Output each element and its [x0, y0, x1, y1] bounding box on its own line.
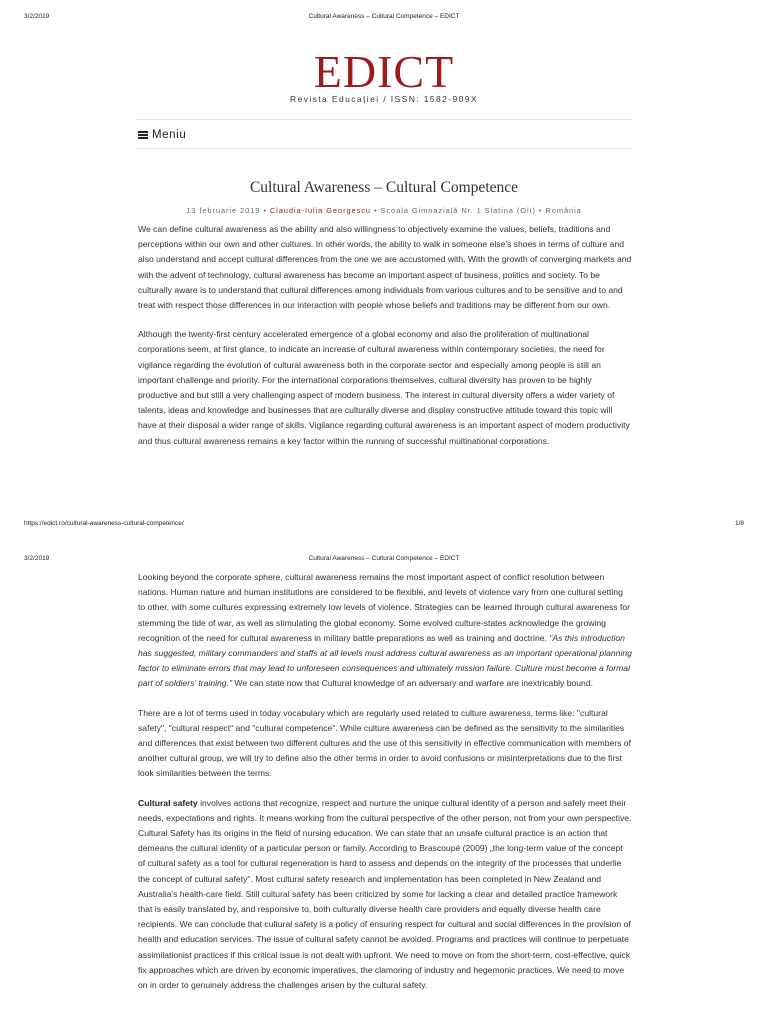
- article-title: Cultural Awareness – Cultural Competence: [249, 179, 519, 196]
- print-title: Cultural Awareness – Cultural Competence – EDICT: [308, 555, 460, 562]
- meta-separator: •: [373, 206, 378, 215]
- paragraph-text: involves actions that recognize, respect and nurture the unique cultural identity of a person and safely meet their needs, expectations and rights. It means working from the cultural perspective of the other person, not from your own perspective. Cultural Safety has its origins in the field of nursing education. We can state that an unsafe cultural practice is an action that demeans the cultural identity of a particular person or family. According to Brascoupé (2009) „the long-term value of the concept of cultural safety as a tool for cultural regeneration is hard to assess and depends on the integrity of the processes that underlie the concept of cultural safety". Most cultural safety research and implementation has been completed in New Zealand and Australia's health-care field. Still cultural safety has been criticized by some for lacking a clear and detailed practice framework that is easily translated by, and responsive to, both culturally diverse health care providers and equally diverse health care recipients. We can conclude that cultural safety is a policy of ensuring respect for cultural and social differences in the provision of health and education services. The issue of cultural safety cannot be avoided. Programs and practices will continue to perpetuate assimilationist practices if this critical issue is not dealt with upfront. We need to move on from the short-term, cost-effective, quick fix approaches which are driven by economic imperatives, the clamoring of industry and hegemonic practices. We need to move on in order to genuinely address the challenges arisen by the cultural safety.: [138, 797, 632, 991]
- school-name: Școala Gimnazială Nr. 1 Slatina (Olt): [380, 206, 536, 215]
- paragraph-text: We can state now that Cultural knowledge of an adversary and warfare are inextricably bound.: [232, 678, 593, 689]
- paragraph-text: Looking beyond the corporate sphere, cultural awareness remains the most important aspect of conflict resolution between nations. Human nature and human institutions are considered to be flexible, and levels of violence vary from one cultural setting to other, with some cultures expressing extremely low levels of violence. Strategies can be learned through cultural awareness for stemming the tide of war, as well as stimulating the global economy. Some evolved culture-states acknowledge the growing recognition of the need for cultural awareness in military battle preparations as well as training and doctrine.: [138, 572, 631, 643]
- author-link[interactable]: Claudia-Iulia Georgescu: [269, 206, 371, 215]
- print-date: 3/2/2019: [24, 555, 50, 562]
- menu-button[interactable]: [138, 129, 186, 141]
- paragraph: There are a lot of terms used in today vocabulary which are regularly used related to culture awareness, terms like: "cultural safety", "cultural respect" and "cultural competence". While culture awareness can be defined as the sensitivity to the similarities and differences that exist between two different cultures and the use of this sensitivity in effective communication with members of another cultural group, we will try to define also the other terms in order to avoid confusions or misinterpretations due to the first look similarities between the terms.: [138, 707, 631, 779]
- article-meta: [0, 206, 768, 215]
- hamburger-icon: [138, 131, 148, 139]
- page-url: https://edict.ro/cultural-awareness-cultural-competence/: [24, 520, 184, 527]
- divider: [137, 148, 631, 149]
- term-cultural-safety: Cultural safety: [138, 797, 198, 808]
- paragraph: We can define cultural awareness as the ability and also willingness to objectively examine the values, beliefs, traditions and perceptions within our own and other cultures. In other words, the ability to walk in someone else's shoes in terms of culture and also understand and accept cultural differences from the one we are accustomed with. With the growth of converging markets and with the advent of technology, cultural awareness has become an important aspect of business, politics and society. To be culturally aware is to understand that cultural differences among individuals from various cultures and to be sensitive and to and treat with respect those differences in our interaction with people whose beliefs and traditions may be different from our own.: [138, 224, 632, 311]
- print-date: 3/2/2019: [24, 13, 50, 20]
- military-quote: "As this introduction has suggested, military commanders and staffs at all levels must address cultural awareness as an important operational planning factor to eliminate errors that may lead to unforeseen consequences and ultimately mission failure. Culture must become a formal part of soldiers' training.": [138, 632, 632, 689]
- paragraph: Although the twenty-first century accelerated emergence of a global economy and also the proliferation of multinational corporations seem, at first glance, to indicate an increase of cultural awareness within contemporary societies, the need for vigilance regarding the evolution of cultural awareness both in the corporate sector and especially among people is still an important challenge and priority. For the international corporations themselves, cultural diversity has proven to be highly productive and but still a very challenging aspect of modern business. The interest in cultural diversity offers a wider variety of talents, ideas and knowledge and businesses that are culturally diverse and display constructive attitude toward this topic will have at their disposal a wider range of skills. Vigilance regarding cultural awareness is an important aspect of modern productivity and thus cultural awareness remains a key factor within the running of successful multinational corporations.: [138, 329, 630, 446]
- article-date: 13 februarie 2019: [186, 206, 261, 215]
- country-name: România: [545, 206, 582, 215]
- divider: [137, 119, 631, 120]
- menu-label: Meniu: [152, 129, 187, 141]
- meta-separator: •: [263, 206, 267, 215]
- paragraph: [138, 570, 632, 692]
- site-logo[interactable]: EDICT: [313, 46, 455, 97]
- page-number: 1/8: [734, 520, 744, 527]
- meta-separator: •: [538, 206, 543, 215]
- article-body-part-1: [138, 222, 632, 463]
- article-body-part-2: [138, 570, 632, 1007]
- paragraph: [138, 796, 632, 994]
- site-tagline: Revista Educației / ISSN: 1582-909X: [290, 94, 478, 104]
- print-title: Cultural Awareness – Cultural Competence – EDICT: [308, 13, 460, 20]
- pdf-page-2: [0, 538, 768, 1024]
